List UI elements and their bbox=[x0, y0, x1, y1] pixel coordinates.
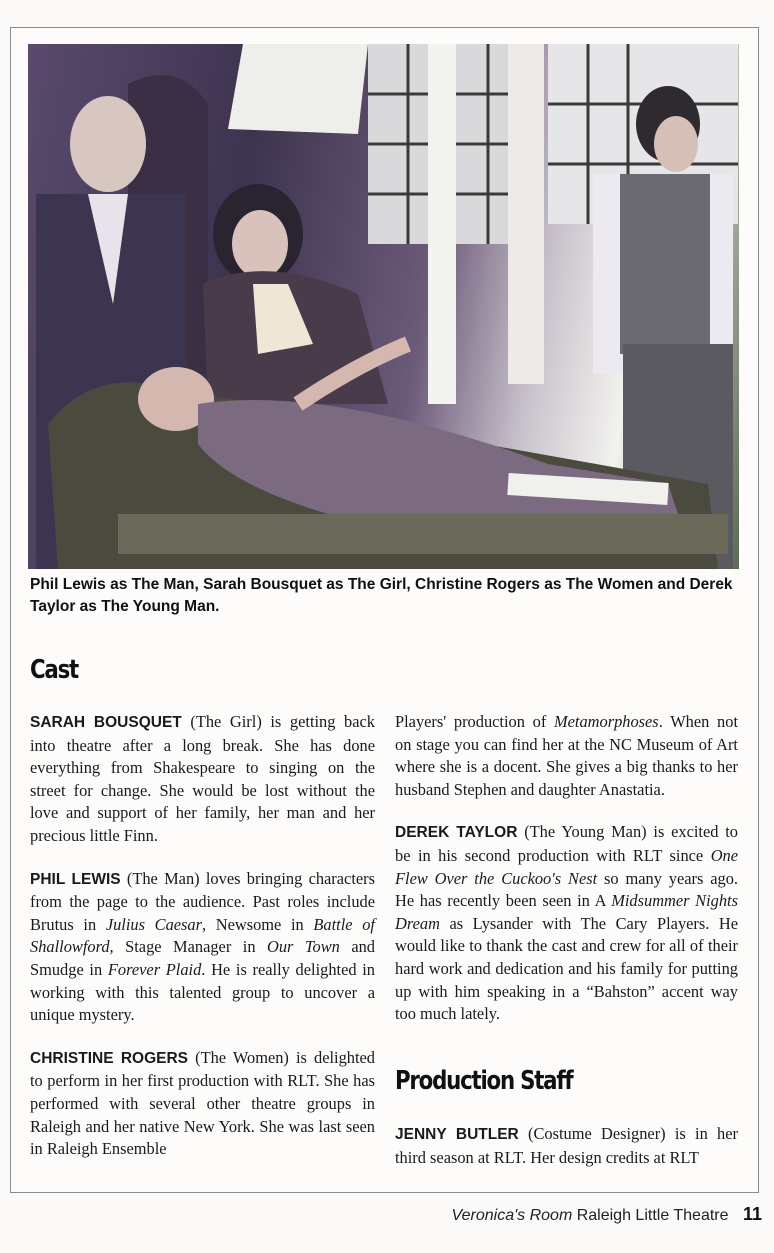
bio-derek-taylor: DEREK TAYLOR (The Young Man) is excited to be in his second production with RLT since One Flew Over the Cuckoo's Nest so many years ago. He has recently been seen in A Midsummer Nights Dream as Lysander with The Cary Players. He would like to thank the cast and crew for all of their hard work and dedication and his family for putting up with him speaking in a “Bahston” accent way too much lately. bbox=[395, 822, 738, 1024]
bio-name: PHIL LEWIS bbox=[30, 870, 121, 888]
production-photo bbox=[28, 44, 739, 569]
photo-caption: Phil Lewis as The Man, Sarah Bousquet as The Girl, Christine Rogers as The Women and Derek Taylor as The Young Man. bbox=[30, 576, 733, 615]
bio-sarah-bousquet: SARAH BOUSQUET (The Girl) is getting back into theatre after a long break. She has done everything from Shakespeare to singing on the street for change. She would be lost without the love and support of her family, her man and her precious little Finn. bbox=[30, 712, 375, 845]
bio-christine-rogers-continued: Players' production of Metamorphoses. When not on stage you can find her at the NC Museum of Art where she is a docent. She gives a big thanks to her husband Stephen and daughter Anastatia. bbox=[395, 712, 738, 799]
production-staff-heading: Production Staff bbox=[395, 1066, 573, 1096]
bio-name: JENNY BUTLER bbox=[395, 1126, 519, 1143]
bio-name: SARAH BOUSQUET bbox=[30, 714, 182, 731]
left-column bbox=[30, 711, 375, 1181]
page-number: 11 bbox=[742, 1204, 762, 1224]
page-footer bbox=[452, 1204, 762, 1225]
footer-play-title: Veronica's Room bbox=[451, 1207, 573, 1224]
right-column bbox=[395, 711, 738, 1046]
right-column-staff bbox=[395, 1123, 738, 1189]
bio-name: CHRISTINE ROGERS bbox=[30, 1049, 189, 1067]
footer-theatre: Raleigh Little Theatre bbox=[576, 1207, 729, 1224]
cast-heading: Cast bbox=[30, 655, 78, 685]
bio-christine-rogers: CHRISTINE ROGERS (The Women) is delighted to perform in her first production with RLT. She has performed with several other theatre groups in Raleigh and her native New York. She was last seen in Raleigh Ensemble bbox=[30, 1047, 375, 1159]
bio-jenny-butler: JENNY BUTLER (Costume Designer) is in her third season at RLT. Her design credits at RLT bbox=[395, 1124, 738, 1167]
bio-phil-lewis: PHIL LEWIS (The Man) loves bringing characters from the page to the audience. Past roles include Brutus in Julius Caesar, Newsome in Battle of Shallowford, Stage Manager in Our Town and Smudge in Forever Plaid. He is really delighted in working with this talented group to uncover a unique mystery. bbox=[30, 868, 376, 1025]
bio-name: DEREK TAYLOR bbox=[395, 824, 518, 842]
